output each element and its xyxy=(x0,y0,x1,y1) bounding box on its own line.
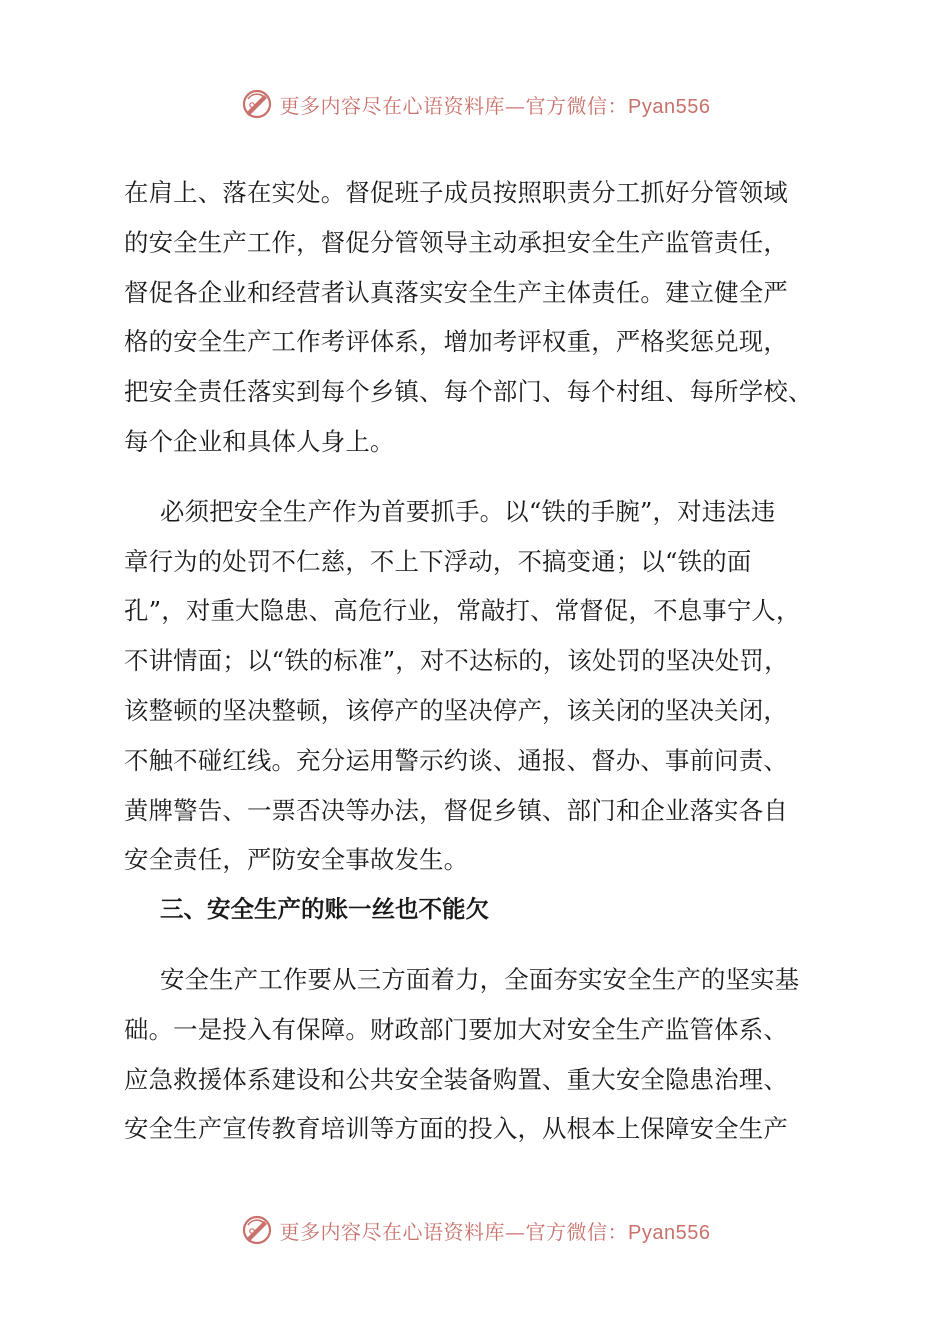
text-line: 把安全责任落实到每个乡镇、每个部门、每个村组、每所学校、 xyxy=(124,377,813,407)
pen-nib-swirl-icon xyxy=(240,1213,274,1247)
wechat-id: Pyan556 xyxy=(628,95,711,118)
text-line: 不讲情面；以“铁的标准”，对不达标的，该处罚的坚决处罚， xyxy=(124,646,789,676)
text-line: 必须把安全生产作为首要抓手。以“铁的手腕”，对违法违 xyxy=(160,496,776,526)
text-line: 督促各企业和经营者认真落实安全生产主体责任。建立健全严 xyxy=(124,277,788,307)
text-line: 应急救援体系建设和公共安全装备购置、重大安全隐患治理、 xyxy=(124,1064,788,1094)
paragraph-3 xyxy=(124,955,830,1154)
text-line: 在肩上、落在实处。督促班子成员按照职责分工抓好分管领域 xyxy=(124,178,788,207)
text-line: 黄牌警告、一票否决等办法，督促乡镇、部门和企业落实各自 xyxy=(124,795,788,825)
text-line: 章行为的处罚不仁慈，不上下浮动，不搞变通；以“铁的面 xyxy=(124,546,752,576)
document-body xyxy=(124,168,830,1154)
paragraph-gap xyxy=(124,935,830,955)
paragraph-2 xyxy=(124,487,830,885)
pen-nib-swirl-icon xyxy=(240,87,274,121)
text-line: 础。一是投入有保障。财政部门要加大对安全生产监管体系、 xyxy=(124,1014,788,1044)
text-line: 每个企业和具体人身上。 xyxy=(124,426,395,456)
text-line: 不触不碰红线。充分运用警示约谈、通报、督办、事前问责、 xyxy=(124,745,788,775)
text-line: 安全责任，严防安全事故发生。 xyxy=(124,845,469,875)
paragraph-gap xyxy=(124,467,830,487)
watermark-text: 更多内容尽在心语资料库—官方微信：Pyan556 xyxy=(279,93,711,118)
text-line: 该整顿的坚决整顿，该停产的坚决停产，该关闭的坚决关闭， xyxy=(124,695,788,725)
section-heading: 三、安全生产的账一丝也不能欠 xyxy=(160,895,489,924)
watermark-banner-bottom xyxy=(0,1210,950,1250)
text-line: 的安全生产工作，督促分管领导主动承担安全生产监管责任， xyxy=(124,227,788,257)
text-line: 孔”，对重大隐患、高危行业，常敲打、常督促，不息事宁人， xyxy=(124,596,801,626)
watermark-text: 更多内容尽在心语资料库—官方微信：Pyan556 xyxy=(279,1219,711,1244)
text-line: 安全生产宣传教育培训等方面的投入，从根本上保障安全生产 xyxy=(124,1114,788,1144)
watermark-banner-top xyxy=(0,84,950,124)
text-line: 格的安全生产工作考评体系，增加考评权重，严格奖惩兑现， xyxy=(124,327,788,357)
wechat-id: Pyan556 xyxy=(628,1221,711,1244)
text-line: 安全生产工作要从三方面着力，全面夯实安全生产的坚实基 xyxy=(160,964,800,994)
paragraph-1 xyxy=(124,168,830,467)
